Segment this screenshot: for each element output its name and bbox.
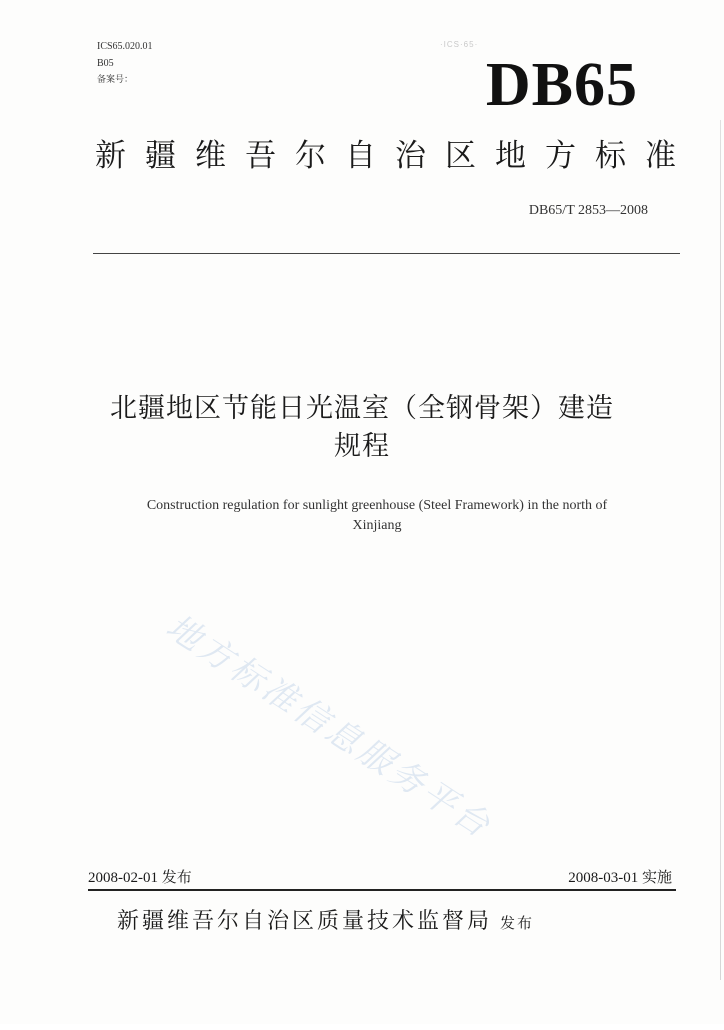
publisher-line: [117, 905, 534, 940]
publisher-action: 发布: [500, 914, 535, 932]
english-title-line-1: Construction regulation for sunlight greenhouse (Steel Framework) in the north of: [146, 498, 608, 513]
implementation-date: 2008-03-01 实施: [568, 870, 672, 886]
standard-logo: DB65: [485, 51, 638, 119]
english-title-line-2: Xinjiang: [352, 518, 402, 533]
bottom-divider: [88, 889, 676, 891]
issue-date: 2008-02-01 发布: [88, 870, 192, 886]
chinese-title-line-2: 规程: [334, 431, 390, 462]
standard-category-title: 新疆维吾尔自治区地方标准: [95, 138, 695, 174]
english-title: [80, 496, 674, 536]
chinese-title: [60, 390, 664, 466]
standard-code: DB65/T 2853—2008: [528, 203, 648, 218]
faint-header-mark: ·ICS·65·: [440, 40, 479, 49]
top-divider: [93, 253, 680, 254]
chinese-title-line-1: 北疆地区节能日光温室（全钢骨架）建造: [110, 393, 614, 424]
publisher-name: 新疆维吾尔自治区质量技术监督局: [117, 909, 493, 934]
watermark: 地方标准信息服务平台: [158, 606, 500, 848]
ics-code: ICS65.020.01: [97, 41, 153, 52]
scan-edge-shadow: [720, 120, 721, 980]
filing-number-label: 备案号：: [97, 75, 134, 85]
ccs-code: B05: [97, 58, 114, 69]
